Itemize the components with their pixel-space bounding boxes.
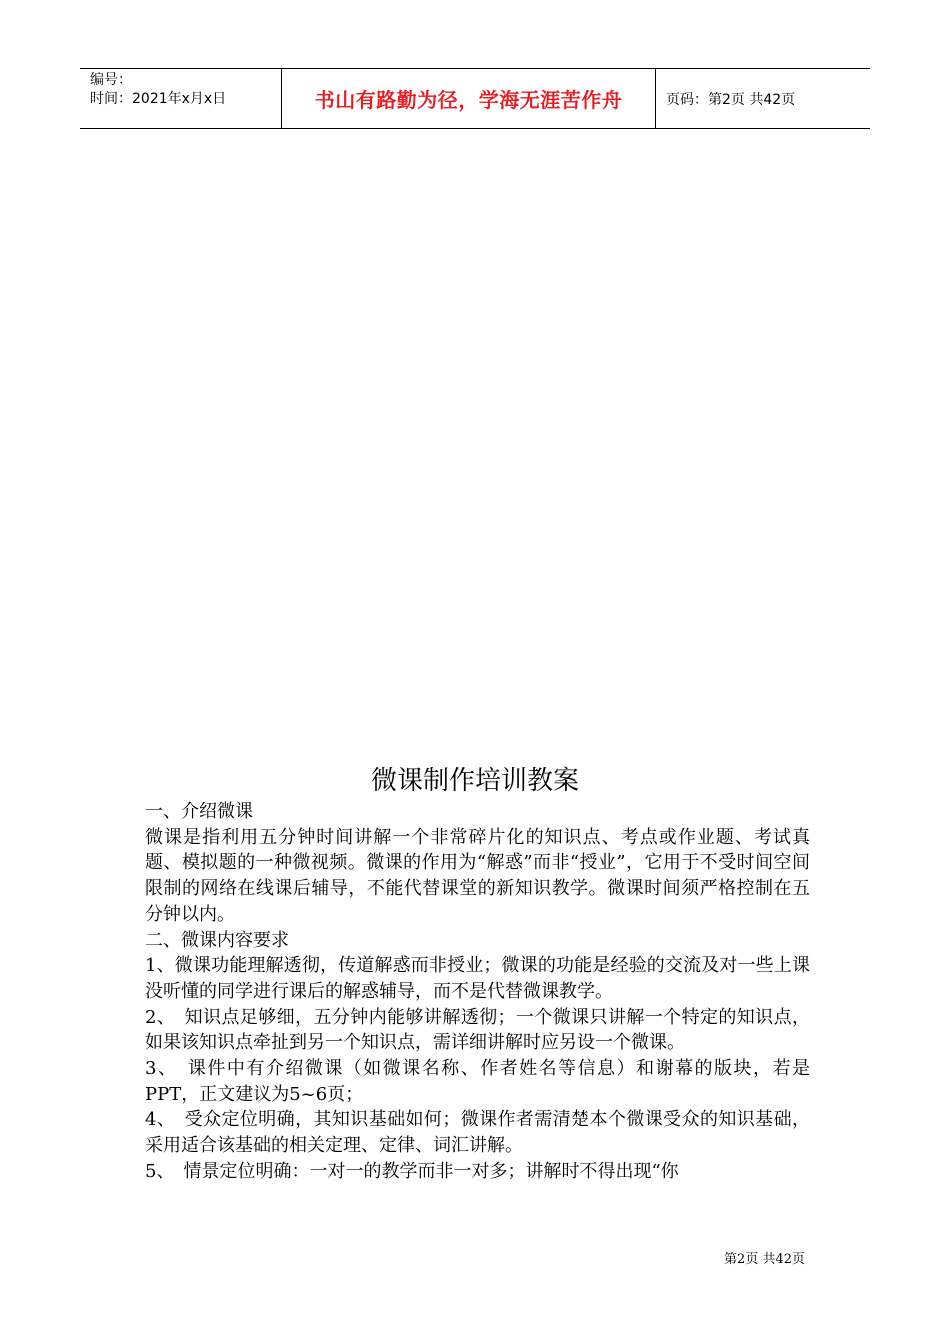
section-heading-1: 一、介绍微课 bbox=[145, 801, 253, 822]
section-heading-2: 二、微课内容要求 bbox=[145, 929, 289, 951]
time-label: 时间：2021年x月x日 bbox=[90, 91, 227, 107]
paragraph: 3、 课件中有介绍微课（如微课名称、作者姓名等信息）和谢幕的版块，若是PPT，正文建议为5~6页； bbox=[145, 1058, 810, 1105]
paragraph: 4、 受众定位明确，其知识基础如何；微课作者需清楚本个微课受众的知识基础，采用适合该基础的相关定理、定律、词汇讲解。 bbox=[145, 1109, 810, 1157]
number-label: 编号： bbox=[90, 72, 132, 88]
document-body bbox=[145, 799, 810, 1185]
motto-text: 书山有路勤为径，学海无涯苦作舟 bbox=[314, 88, 623, 112]
paragraph: 微课是指利用五分钟时间讲解一个非常碎片化的知识点、考点或作业题、考试真题、模拟题的一种微视频。微课的作用为“解惑”而非“授业”，它用于不受时间空间限制的网络在线课后辅导，不能代替课堂的新知识教学。微课时间须严格控制在五分钟以内。 bbox=[145, 826, 810, 925]
page-label: 页码：第2页 共42页 bbox=[666, 91, 796, 108]
header-motto-cell bbox=[282, 69, 656, 128]
paragraph: 2、 知识点足够细，五分钟内能够讲解透彻；一个微课只讲解一个特定的知识点，如果该知识点牵扯到另一个知识点，需详细讲解时应另设一个微课。 bbox=[145, 1006, 810, 1054]
header-meta-cell bbox=[80, 69, 282, 128]
header-page-cell bbox=[656, 69, 870, 128]
header-table bbox=[80, 68, 870, 129]
page-footer: 第2页 共42页 bbox=[724, 1252, 805, 1267]
document-title: 微课制作培训教案 bbox=[370, 766, 579, 796]
paragraph: 1、微课功能理解透彻，传道解惑而非授业；微课的功能是经验的交流及对一些上课没听懂的同学进行课后的解惑辅导，而不是代替微课教学。 bbox=[145, 955, 810, 1002]
paragraph: 5、 情景定位明确：一对一的教学而非一对多；讲解时不得出现“你 bbox=[145, 1160, 679, 1182]
